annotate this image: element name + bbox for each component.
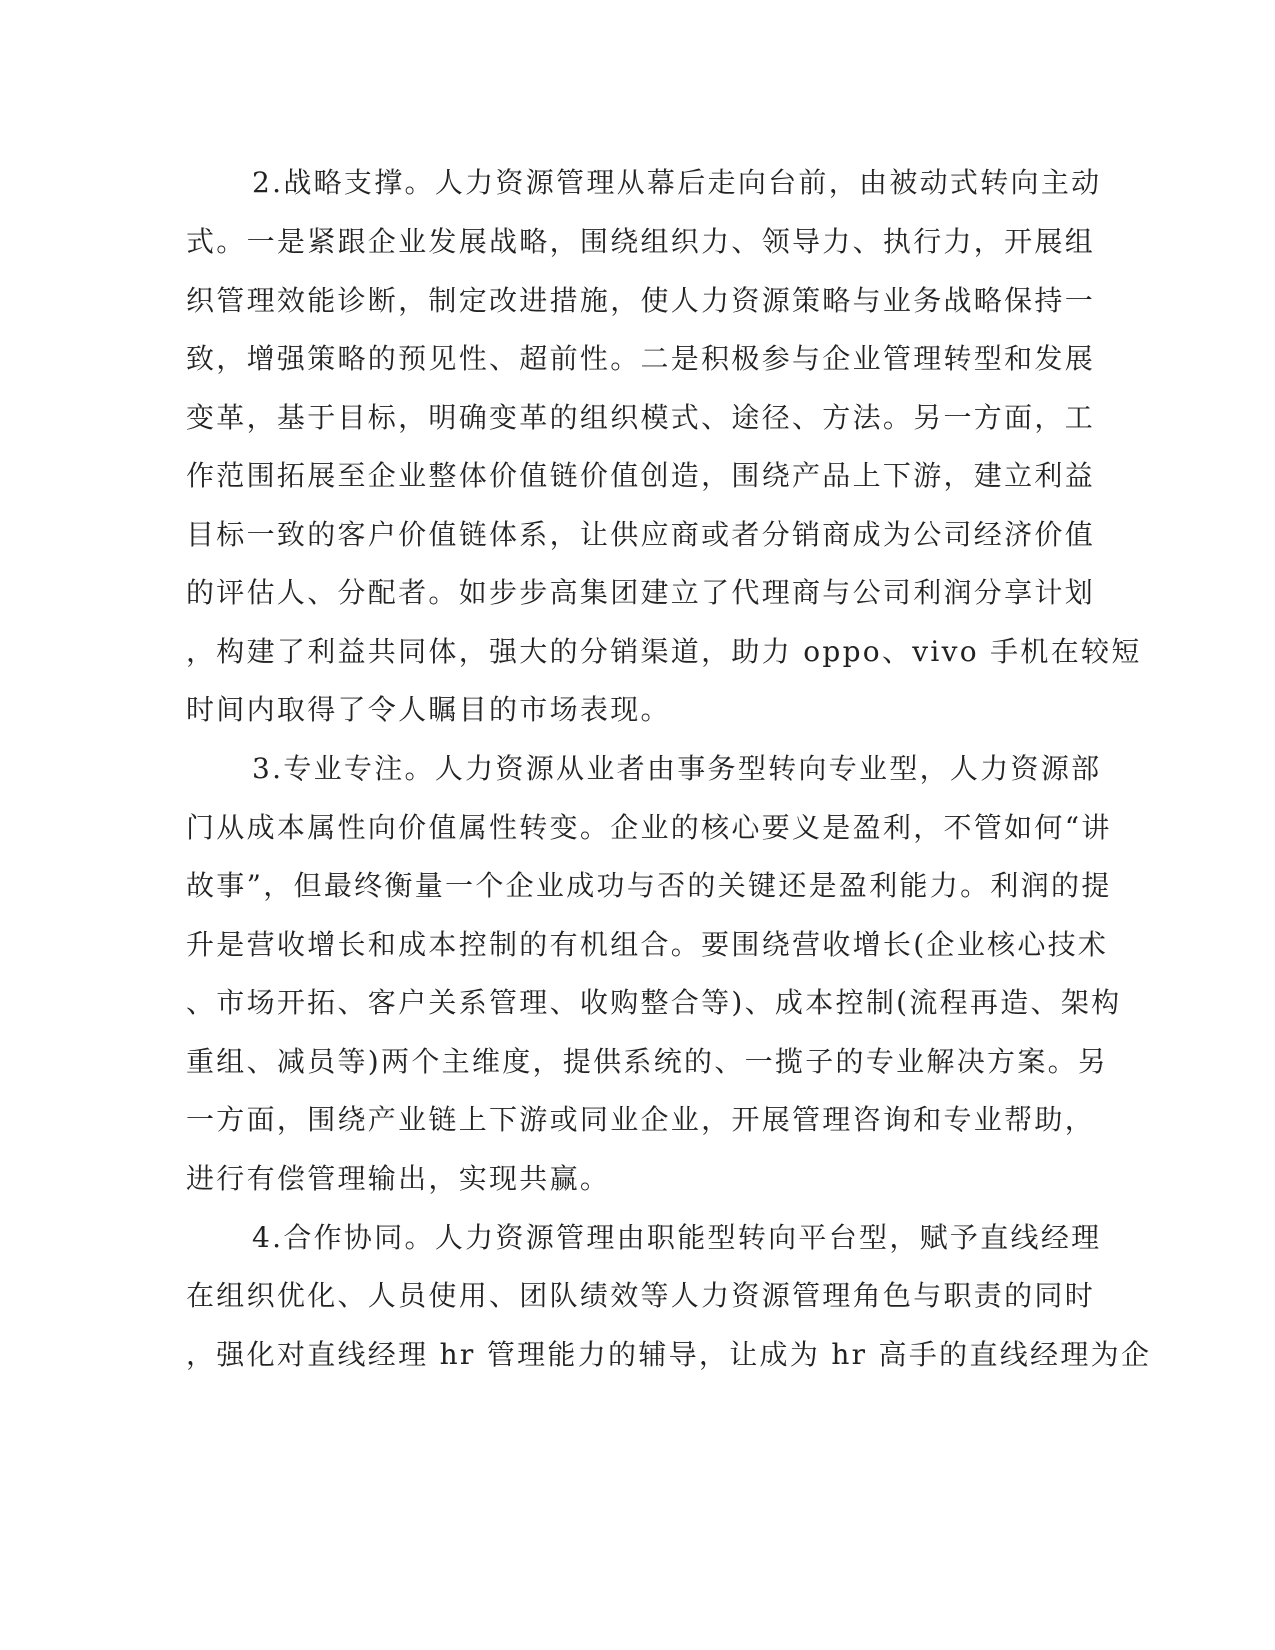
paragraph-2-line-3: 织管理效能诊断，制定改进措施，使人力资源策略与业务战略保持一	[186, 284, 1096, 317]
paragraph-2-line-2: 式。一是紧跟企业发展战略，围绕组织力、领导力、执行力，开展组	[186, 225, 1096, 258]
paragraph-2-line-6: 作范围拓展至企业整体价值链价值创造，围绕产品上下游，建立利益	[186, 459, 1096, 492]
paragraph-2-line-5: 变革，基于目标，明确变革的组织模式、途径、方法。另一方面，工	[186, 401, 1096, 434]
paragraph-3-line-3: 故事”，但最终衡量一个企业成功与否的关键还是盈利能力。利润的提	[186, 869, 1112, 902]
paragraph-3-line-2: 门从成本属性向价值属性转变。企业的核心要义是盈利，不管如何“讲	[186, 811, 1112, 844]
paragraph-4-line-1: 4.合作协同。人力资源管理由职能型转向平台型，赋予直线经理	[252, 1221, 1102, 1254]
paragraph-3-line-8: 进行有偿管理输出，实现共赢。	[186, 1162, 611, 1195]
paragraph-2-line-7: 目标一致的客户价值链体系，让供应商或者分销商成为公司经济价值	[186, 518, 1096, 551]
paragraph-3-line-1: 3.专业专注。人力资源从业者由事务型转向专业型，人力资源部	[252, 752, 1102, 785]
paragraph-3-line-5: 、市场开拓、客户关系管理、收购整合等)、成本控制(流程再造、架构	[186, 986, 1122, 1019]
paragraph-2-line-8: 的评估人、分配者。如步步高集团建立了代理商与公司利润分享计划	[186, 576, 1096, 609]
paragraph-2-line-4: 致，增强策略的预见性、超前性。二是积极参与企业管理转型和发展	[186, 342, 1096, 375]
paragraph-4-line-3: ，强化对直线经理 hr 管理能力的辅导，让成为 hr 高手的直线经理为企	[186, 1338, 1152, 1371]
paragraph-3-line-6: 重组、减员等)两个主维度，提供系统的、一揽子的专业解决方案。另	[186, 1045, 1109, 1078]
paragraph-2-line-10: 时间内取得了令人瞩目的市场表现。	[186, 693, 671, 726]
paragraph-2-line-9: ，构建了利益共同体，强大的分销渠道，助力 oppo、vivo 手机在较短	[186, 635, 1142, 668]
paragraph-4-line-2: 在组织优化、人员使用、团队绩效等人力资源管理角色与职责的同时	[186, 1279, 1096, 1312]
paragraph-2-line-1: 2.战略支撑。人力资源管理从幕后走向台前，由被动式转向主动	[252, 166, 1102, 199]
paragraph-3-line-7: 一方面，围绕产业链上下游或同业企业，开展管理咨询和专业帮助，	[186, 1103, 1096, 1136]
paragraph-3-line-4: 升是营收增长和成本控制的有机组合。要围绕营收增长(企业核心技术	[186, 928, 1109, 961]
